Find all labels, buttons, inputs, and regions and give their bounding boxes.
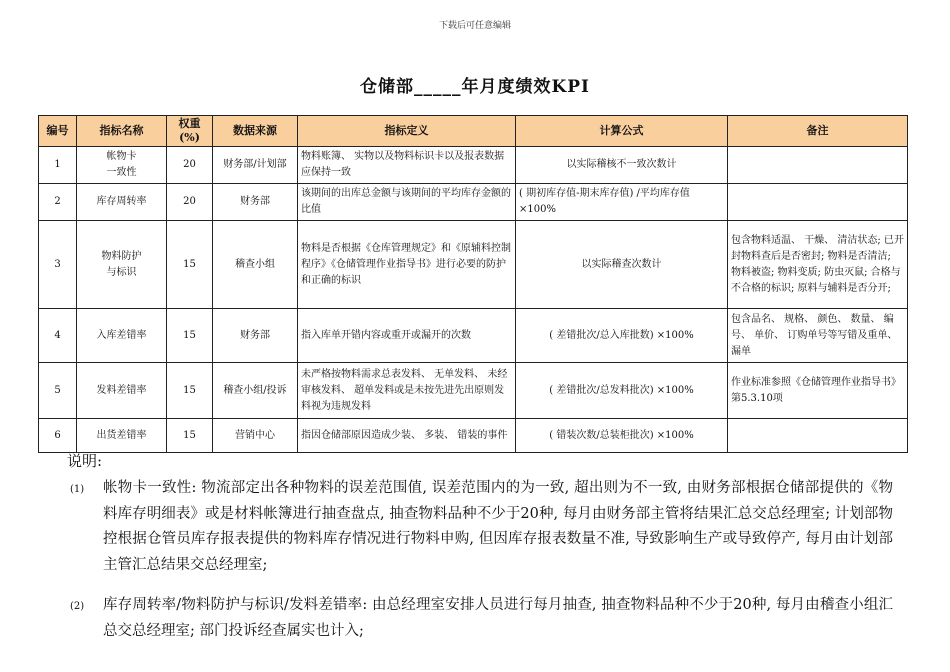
cell-weight: 15: [167, 221, 213, 309]
cell-name: 发料差错率: [77, 363, 167, 419]
cell-weight: 15: [167, 309, 213, 363]
cell-weight: 20: [167, 184, 213, 221]
note-number: (1): [70, 484, 85, 495]
cell-definition: 未严格按物料需求总表发料、 无单发料、 未经审核发料、 超单发料或是未按先进先出原则发料视为违规发料: [298, 363, 516, 419]
cell-formula: ( 差错批次/总发料批次) ×100%: [516, 363, 728, 419]
header-name: 指标名称: [77, 116, 167, 147]
header-weight: 权重 (%): [167, 116, 213, 147]
cell-remark: 作业标准参照《仓储管理作业指导书》第5.3.10项: [728, 363, 908, 419]
cell-name: 帐物卡 一致性: [77, 147, 167, 184]
cell-remark: [728, 184, 908, 221]
header-definition: 指标定义: [298, 116, 516, 147]
note-number: (2): [70, 601, 85, 612]
cell-remark: 包含物料适温、 干燥、 清洁状态; 已开封物料查后是否密封; 物料是否清洁; 物料被盗; 物料变质; 防虫灭鼠; 合格与不合格的标识; 原料与辅料是否分开;: [728, 221, 908, 309]
kpi-table: [38, 115, 908, 453]
cell-weight: 15: [167, 419, 213, 453]
cell-weight: 15: [167, 363, 213, 419]
cell-remark: [728, 147, 908, 184]
cell-formula: ( 错装次数/总装柜批次) ×100%: [516, 419, 728, 453]
cell-definition: 指因仓储部原因造成少装、 多装、 错装的事件: [298, 419, 516, 453]
table-header-row: [39, 116, 908, 147]
cell-definition: 物料是否根据《仓库管理规定》和《原辅料控制程序》《仓储管理作业指导书》进行必要的防护和正确的标识: [298, 221, 516, 309]
download-note: 下载后可任意编辑: [438, 21, 511, 31]
table-row: [39, 419, 908, 453]
cell-no: 1: [39, 147, 77, 184]
cell-no: 2: [39, 184, 77, 221]
table-row: [39, 309, 908, 363]
table-row: [39, 184, 908, 221]
cell-source: 财务部/计划部: [213, 147, 298, 184]
cell-definition: 该期间的出库总金额与该期间的平均库存金额的比值: [298, 184, 516, 221]
cell-source: 营销中心: [213, 419, 298, 453]
cell-formula: ( 差错批次/总入库批数) ×100%: [516, 309, 728, 363]
note-paragraph: 帐物卡一致性: 物流部定出各种物料的误差范围值, 误差范围内的为一致, 超出则为不一致, 由财务部根据仓储部提供的《物料库存明细表》或是材料帐簿进行抽查盘点, 抽查物料品种不少于20种, 每月由财务部主管将结果汇总交总经理室; 计划部物控根据仓管员库存报表提供的物料库存情况进行物料申购, 但因库存报表数量不准, 导致影响生产或导致停产, 每月由计划部主管汇总结果交总经理室;: [103, 480, 893, 573]
table-row: [39, 147, 908, 184]
cell-formula: ( 期初库存值-期末库存值) /平均库存值×100%: [516, 184, 728, 221]
cell-name: 入库差错率: [77, 309, 167, 363]
notes-title: 说明:: [67, 452, 103, 470]
cell-formula: 以实际稽查次数计: [516, 221, 728, 309]
cell-source: 财务部: [213, 309, 298, 363]
header-no: 编号: [39, 116, 77, 147]
header-source: 数据来源: [213, 116, 298, 147]
cell-remark: 包含品名、 规格、 颜色、 数量、 编号、 单价、 订购单号等写错及重单、 漏单: [728, 309, 908, 363]
table-row: [39, 221, 908, 309]
cell-definition: 指入库单开错内容或重开或漏开的次数: [298, 309, 516, 363]
cell-name: 出货差错率: [77, 419, 167, 453]
cell-weight: 20: [167, 147, 213, 184]
header-formula: 计算公式: [516, 116, 728, 147]
cell-no: 5: [39, 363, 77, 419]
cell-name: 库存周转率: [77, 184, 167, 221]
page-title: 仓储部_____年月度绩效KPI: [359, 77, 590, 97]
cell-remark: [728, 419, 908, 453]
note-paragraph: 库存周转率/物料防护与标识/发料差错率: 由总经理室安排人员进行每月抽查, 抽查物料品种不少于20种, 每月由稽查小组汇总交总经理室; 部门投诉经查属实也计入;: [103, 597, 893, 639]
cell-formula: 以实际稽核不一致次数计: [516, 147, 728, 184]
cell-source: 稽查小组/投诉: [213, 363, 298, 419]
table-row: [39, 363, 908, 419]
cell-no: 3: [39, 221, 77, 309]
cell-name: 物料防护 与标识: [77, 221, 167, 309]
cell-source: 财务部: [213, 184, 298, 221]
cell-source: 稽查小组: [213, 221, 298, 309]
header-remark: 备注: [728, 116, 908, 147]
cell-no: 4: [39, 309, 77, 363]
cell-definition: 物料账簿、 实物以及物料标识卡以及报表数据应保持一致: [298, 147, 516, 184]
cell-no: 6: [39, 419, 77, 453]
